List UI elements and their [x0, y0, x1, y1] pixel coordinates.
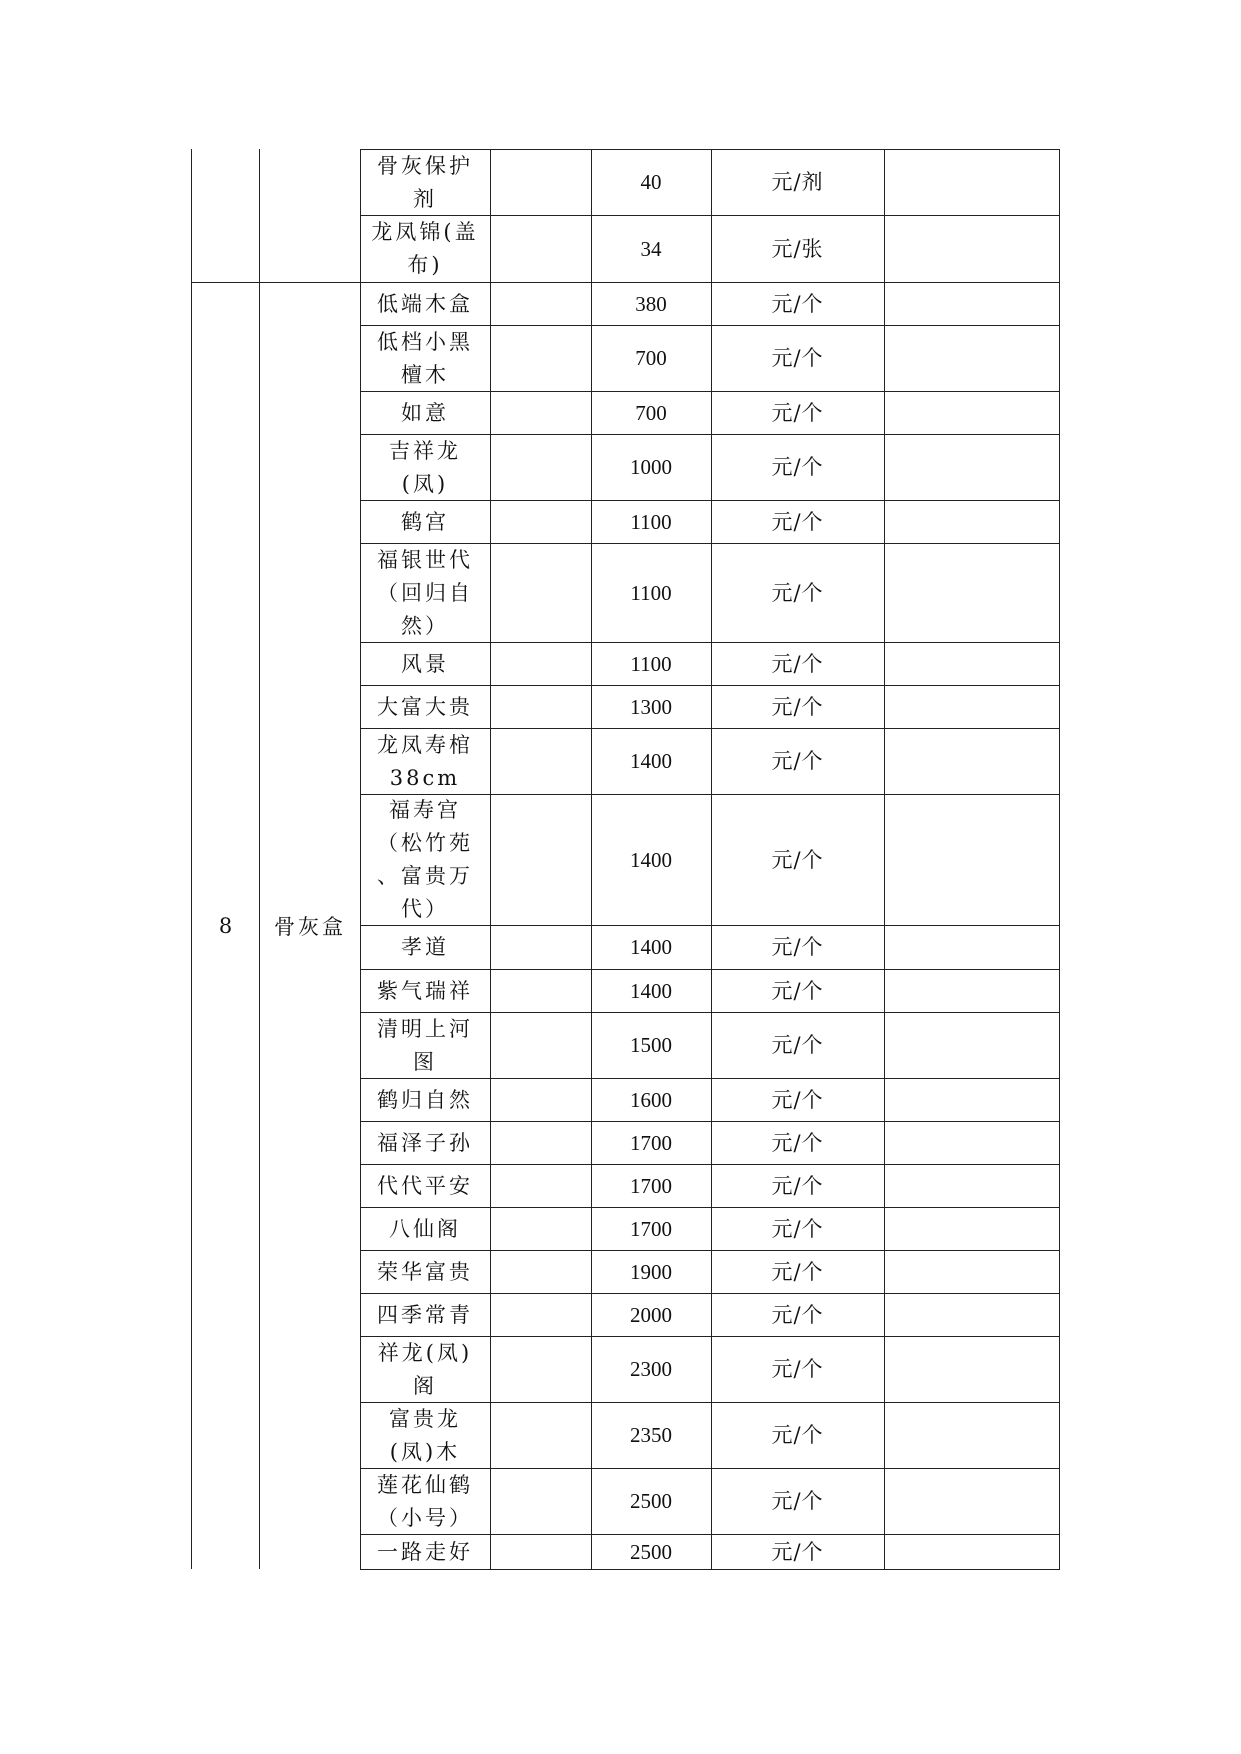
item-spec — [490, 729, 591, 794]
item-unit: 元/个 — [771, 400, 824, 425]
item-unit: 元/个 — [771, 651, 824, 676]
item-note — [884, 643, 1060, 685]
col-line-unit-right — [884, 149, 885, 1570]
item-note — [884, 1079, 1060, 1121]
item-name: 福寿宫（松竹苑 、富贵万代） — [377, 798, 473, 921]
item-price: 34 — [640, 236, 662, 261]
item-note — [884, 1013, 1060, 1078]
item-name: 清明上河图 — [377, 1016, 473, 1074]
item-unit: 元/个 — [771, 1489, 824, 1513]
table-row — [360, 969, 1060, 1012]
item-unit: 元/个 — [771, 749, 824, 773]
item-unit: 元/个 — [771, 455, 824, 479]
item-unit: 元/个 — [771, 847, 824, 872]
item-name: 荣华富贵 — [377, 1259, 473, 1284]
table-row — [360, 1336, 1060, 1402]
table-row — [360, 1402, 1060, 1468]
table-row — [360, 1468, 1060, 1534]
item-unit: 元/个 — [771, 1357, 824, 1381]
item-name: 吉祥龙(凤) — [389, 438, 461, 496]
item-spec — [490, 643, 591, 685]
item-name: 祥龙(凤)阁 — [377, 1340, 473, 1398]
col-line-spec-right — [591, 149, 592, 1570]
table-row — [360, 391, 1060, 434]
item-name: 龙凤寿棺38cm — [377, 732, 473, 790]
item-price: 700 — [635, 346, 667, 370]
item-price: 2500 — [630, 1539, 672, 1564]
item-spec — [490, 1079, 591, 1121]
col-line-note-right — [1059, 149, 1060, 1570]
item-price: 2300 — [630, 1357, 672, 1381]
item-name: 莲花仙鹤（小号） — [377, 1472, 473, 1530]
table-row — [360, 642, 1060, 685]
item-spec — [490, 1251, 591, 1293]
item-spec — [490, 1013, 591, 1078]
item-note — [884, 1165, 1060, 1207]
item-spec — [490, 686, 591, 728]
table-row — [360, 434, 1060, 500]
item-name: 八仙阁 — [389, 1216, 461, 1241]
group-category: 骨灰盒 — [274, 914, 346, 939]
table-row — [360, 1250, 1060, 1293]
item-note — [884, 926, 1060, 969]
item-spec — [490, 392, 591, 434]
table-row — [360, 215, 1060, 282]
table-row — [360, 1164, 1060, 1207]
item-note — [884, 1122, 1060, 1164]
item-note — [884, 501, 1060, 543]
item-note — [884, 1337, 1060, 1402]
item-unit: 元/个 — [771, 580, 824, 605]
item-price: 1500 — [630, 1033, 672, 1057]
item-name: 鹤宫 — [401, 509, 449, 534]
item-name: 富贵龙(凤)木 — [389, 1406, 461, 1464]
table-row — [360, 685, 1060, 728]
item-unit: 元/个 — [771, 1302, 824, 1327]
item-name: 低端木盒 — [377, 291, 473, 316]
item-name: 风景 — [401, 651, 449, 676]
item-spec — [490, 795, 591, 925]
table-row — [360, 1121, 1060, 1164]
col-line-price-right — [711, 149, 712, 1570]
table-row — [360, 149, 1060, 215]
item-spec — [490, 1535, 591, 1569]
item-name: 如意 — [401, 400, 449, 425]
group-index: 8 — [218, 913, 233, 938]
item-spec — [490, 1337, 591, 1402]
item-note — [884, 283, 1060, 325]
item-name: 福泽子孙 — [377, 1130, 473, 1155]
table-row — [360, 500, 1060, 543]
item-price: 1400 — [630, 749, 672, 773]
item-unit: 元/个 — [771, 509, 824, 534]
table-row — [360, 543, 1060, 642]
item-note — [884, 970, 1060, 1012]
item-spec — [490, 1208, 591, 1250]
item-price: 40 — [640, 170, 662, 194]
item-spec — [490, 970, 591, 1012]
item-price: 1300 — [630, 694, 672, 719]
table-row — [360, 282, 1060, 325]
item-price: 2350 — [630, 1423, 672, 1447]
group-index-cell — [192, 282, 259, 1569]
item-price: 1100 — [630, 651, 672, 676]
item-price: 380 — [635, 291, 667, 316]
item-price: 1100 — [630, 580, 672, 605]
item-name: 四季常青 — [377, 1302, 473, 1327]
item-unit: 元/个 — [771, 1539, 824, 1564]
item-price: 1000 — [630, 455, 672, 479]
item-price: 1100 — [630, 509, 672, 534]
col-line-name-right — [490, 149, 491, 1570]
item-name: 代代平安 — [377, 1173, 473, 1198]
item-spec — [490, 926, 591, 969]
item-price: 1400 — [630, 935, 672, 959]
item-spec — [490, 501, 591, 543]
item-unit: 元/个 — [771, 1173, 824, 1198]
item-unit: 元/个 — [771, 1087, 824, 1112]
table-row — [360, 925, 1060, 969]
item-note — [884, 544, 1060, 642]
item-price: 1700 — [630, 1216, 672, 1241]
item-unit: 元/个 — [771, 978, 824, 1003]
table-row — [360, 1012, 1060, 1078]
table-row — [360, 1293, 1060, 1336]
table-row — [360, 1534, 1060, 1570]
table-row — [360, 1207, 1060, 1250]
item-spec — [490, 283, 591, 325]
item-note — [884, 216, 1060, 282]
item-unit: 元/个 — [771, 935, 824, 959]
item-note — [884, 1535, 1060, 1569]
item-price: 1400 — [630, 847, 672, 872]
item-spec — [490, 1122, 591, 1164]
item-spec — [490, 435, 591, 500]
item-unit: 元/剂 — [771, 170, 824, 194]
item-price: 1600 — [630, 1087, 672, 1112]
item-spec — [490, 1469, 591, 1534]
item-price: 2000 — [630, 1302, 672, 1327]
item-name: 孝道 — [401, 935, 449, 959]
item-name: 一路走好 — [377, 1539, 473, 1564]
item-unit: 元/个 — [771, 1216, 824, 1241]
item-price: 1400 — [630, 978, 672, 1003]
item-spec — [490, 1165, 591, 1207]
item-unit: 元/个 — [771, 1259, 824, 1284]
item-note — [884, 392, 1060, 434]
item-unit: 元/个 — [771, 1033, 824, 1057]
item-name: 紫气瑞祥 — [377, 978, 473, 1003]
item-name: 鹤归自然 — [377, 1087, 473, 1112]
col-line-name-left — [360, 149, 361, 1570]
item-note — [884, 150, 1060, 215]
item-spec — [490, 544, 591, 642]
item-note — [884, 1403, 1060, 1468]
item-unit: 元/张 — [771, 236, 824, 261]
item-note — [884, 1251, 1060, 1293]
item-unit: 元/个 — [771, 694, 824, 719]
item-unit: 元/个 — [771, 1423, 824, 1447]
item-note — [884, 326, 1060, 391]
item-price: 1700 — [630, 1173, 672, 1198]
item-spec — [490, 1403, 591, 1468]
item-name: 龙凤锦(盖布) — [371, 220, 479, 277]
item-price: 1900 — [630, 1259, 672, 1284]
item-name: 福银世代（回归自然） — [377, 547, 473, 638]
item-spec — [490, 150, 591, 215]
table-row — [360, 325, 1060, 391]
item-price: 700 — [635, 400, 667, 425]
item-note — [884, 1208, 1060, 1250]
item-unit: 元/个 — [771, 346, 824, 370]
item-unit: 元/个 — [771, 1130, 824, 1155]
item-note — [884, 435, 1060, 500]
item-price: 1700 — [630, 1130, 672, 1155]
item-spec — [490, 1294, 591, 1336]
item-note — [884, 686, 1060, 728]
table-row — [360, 1078, 1060, 1121]
item-note — [884, 795, 1060, 925]
item-note — [884, 1294, 1060, 1336]
table-row — [360, 794, 1060, 925]
item-note — [884, 729, 1060, 794]
item-name: 骨灰保护剂 — [377, 153, 473, 211]
item-name: 大富大贵 — [377, 694, 473, 719]
item-name: 低档小黑檀木 — [377, 329, 473, 387]
item-spec — [490, 326, 591, 391]
item-spec — [490, 216, 591, 282]
item-unit: 元/个 — [771, 291, 824, 316]
group-category-cell — [260, 282, 360, 1569]
item-price: 2500 — [630, 1489, 672, 1513]
table-row — [360, 728, 1060, 794]
item-note — [884, 1469, 1060, 1534]
